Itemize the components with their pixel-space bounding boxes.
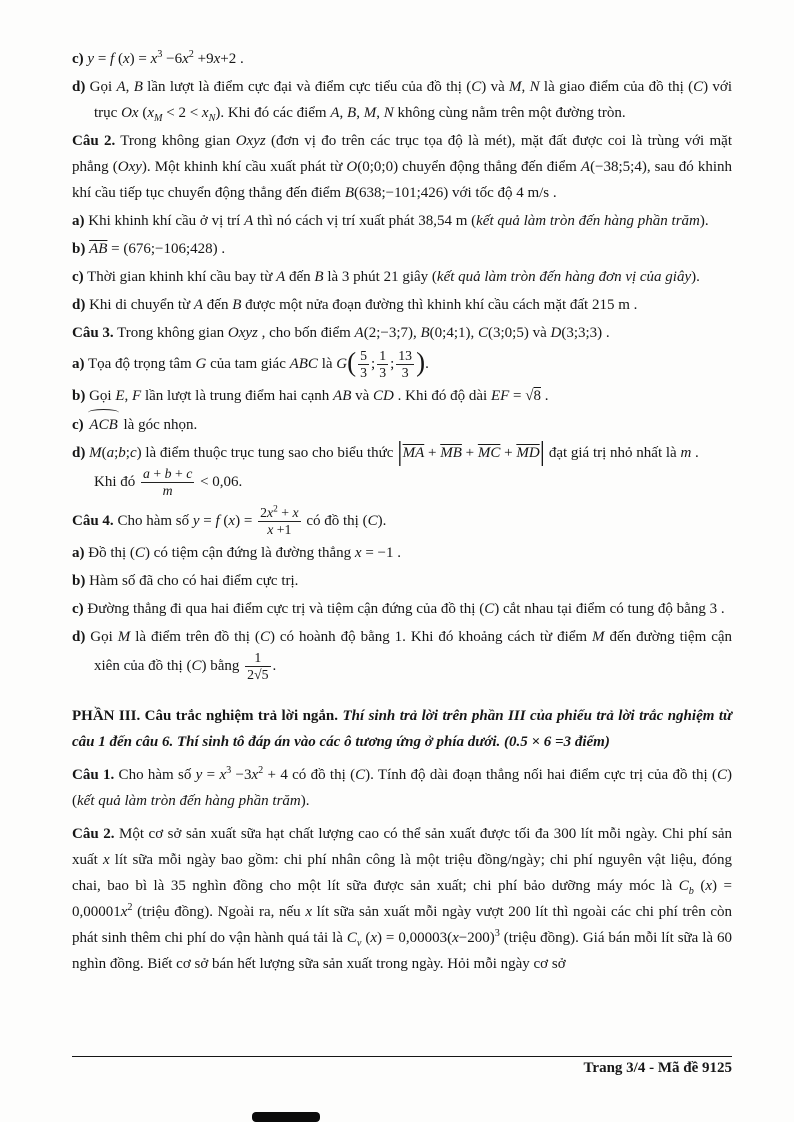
item-c-cau4: c) Đường thẳng đi qua hai điểm cực trị và tiệm cận đứng của đồ thị (C) cắt nhau tại điểm có tung độ bằng 3 . — [72, 601, 725, 618]
cau-2-statement: Câu 2. Trong không gian Oxyz (đơn vị đo trên các trục tọa độ là mét), mặt đất được coi là trùng với mặt phẳng (Oxy). Một khinh khí cầu xuất phát từ O(0;0;0) chuyển động thẳng đến điểm A(−38;5;4), sau đó khinh khí cầu tiếp tục chuyển động thẳng đến điểm B(638;−101;426) với tốc độ 4 m/s . — [72, 133, 733, 201]
item-d-cau2: d) Khi di chuyển từ A đến B được một nửa đoạn đường thì khinh khí cầu cách mặt đất 215 m . — [72, 297, 638, 313]
document-body — [72, 46, 732, 979]
cau-4-statement: Câu 4. Cho hàm số y = f (x) = $\frac{2x^2 + x}{x +1}$ có đồ thị (C). — [72, 504, 387, 538]
item-c-cau2: c) Thời gian khinh khí cầu bay từ A đến B là 3 phút 21 giây (kết quả làm tròn đến hàng đơn vị của giây). — [72, 269, 700, 285]
cau-3-statement: Câu 3. Trong không gian Oxyz , cho bốn điểm A(2;−3;7), B(0;4;1), C(3;0;5) và D(3;3;3) . — [72, 325, 610, 341]
item-b-cau2: b) $\overline{AB}$ = (676;−106;428) . — [72, 241, 226, 257]
page-number-label: Trang 3/4 - Mã đề 9125 — [583, 1060, 732, 1076]
item-b-cau4: b) Hàm số đã cho có hai điểm cực trị. — [72, 573, 299, 590]
item-d-cau3: d) M(a;b;c) là điểm thuộc trục tung sao cho biểu thức $|\overline{MA} + \overline{MB} + \overline{MC} + \overline{MD}|$ đạt giá trị nhỏ nhất là m . Khi đó $\frac{a + b + c}{m}$ < 0,06. — [72, 435, 699, 498]
item-d-cau1: d) Gọi A, B lần lượt là điểm cực đại và điểm cực tiểu của đồ thị (C) và M, N là giao điểm của đồ thị (C) với trục Ox $(x_M < 2 < x_N)$. Khi đó các điểm A, B, M, N không cùng nằm trên một đường tròn. — [72, 79, 732, 124]
item-c-cau1: c) y = f $(x) = x^3 -6x^2 +9x+2$ . — [72, 49, 244, 67]
phan3-cau-2: Câu 2. Một cơ sở sản xuất sữa hạt chất lượng cao có thể sản xuất được tối đa 300 lít mỗi ngày. Chi phí sản xuất x lít sữa mỗi ngày bao gồm: chi phí nhân công là một triệu đồng/ngày; chi phí nguyên vật liệu, đóng chai, bao bì là 35 nghìn đồng cho một lít sữa được sản xuất; chi phí bảo dưỡng máy móc là $C_b$ $(x) = 0,00001x^2$ (triệu đồng). Ngoài ra, nếu x lít sữa sản xuất mỗi ngày vượt 200 lít thì ngoài các chi phí trên còn phát sinh thêm chi phí do vận hành quá tải là $C_v$ $(x) = 0,00003(x-200)^3$ (triệu đồng). Giá bán mỗi lít sữa là 60 nghìn đồng. Biết cơ sở bán hết lượng sữa sản xuất trong ngày. Hỏi mỗi ngày cơ sở — [72, 825, 733, 972]
phan3-cau-1: Câu 1. Cho hàm số $y = x^3 -3x^2 + 4$ có đồ thị (C). Tính độ dài đoạn thẳng nối hai điểm cực trị của đồ thị (C) (kết quả làm tròn đến hàng phần trăm). — [72, 764, 732, 809]
item-b-cau3: b) Gọi E, F lần lượt là trung điểm hai cạnh AB và CD . Khi đó độ dài EF = √8 . — [72, 387, 549, 404]
item-a-cau4: a) Đồ thị (C) có tiệm cận đứng là đường thẳng x = −1 . — [72, 545, 402, 562]
item-d-cau4: d) Gọi M là điểm trên đồ thị (C) có hoành độ bằng 1. Khi đó khoảng cách từ điểm M đến đường tiệm cận xiên của đồ thị (C) bằng $\frac{1}{2√5}$ . — [72, 629, 733, 683]
phan-3-header: PHẦN III. Câu trắc nghiệm trả lời ngắn. Thí sinh trả lời trên phần III của phiếu trả lời trắc nghiệm từ câu 1 đến câu 6. Thí sinh tô đáp án vào các ô tương ứng ở phía dưới. (0.5 × 6 =3 điểm) — [72, 707, 732, 750]
item-c-cau3: c) ACB là góc nhọn. — [72, 411, 732, 438]
item-a-cau3: a) Tọa độ trọng tâm G của tam giác ABC là G( $\frac{5}{3}$ ; $\frac{1}{3}$ ; $\frac{13}{3}$ ). — [72, 347, 429, 380]
scan-artifact — [252, 1112, 320, 1122]
page-footer — [72, 1056, 732, 1077]
item-a-cau2: a) Khi khinh khí cầu ở vị trí A thì nó cách vị trí xuất phát 38,54 m (kết quả làm tròn đến hàng phần trăm). — [72, 213, 709, 229]
